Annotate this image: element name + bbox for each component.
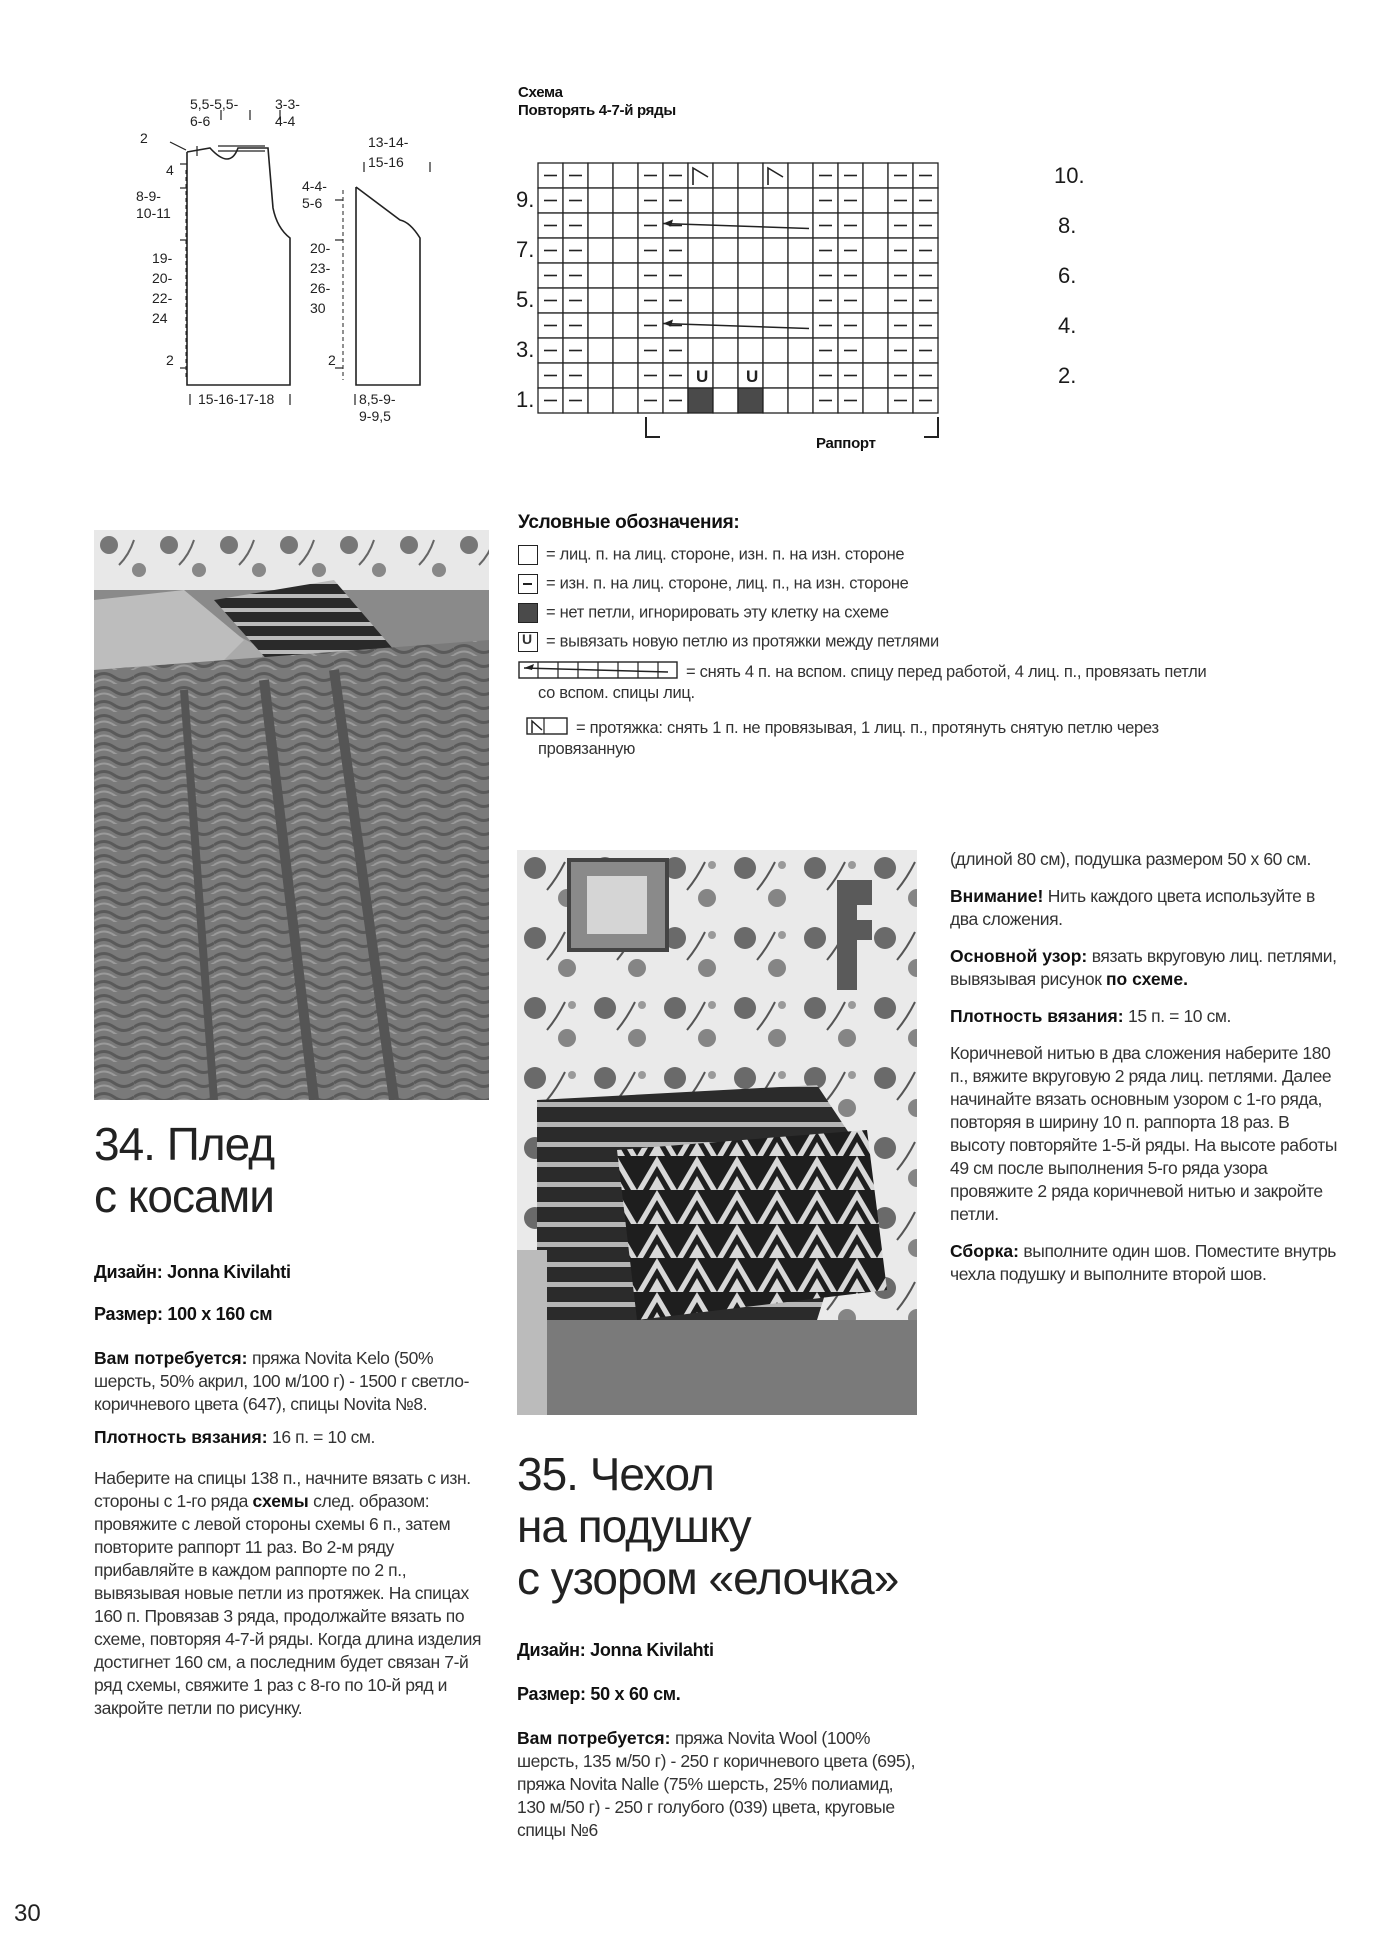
chart-make-one-mark: U: [696, 367, 709, 386]
chart-cell: [788, 238, 813, 263]
chart-cell: [613, 363, 638, 388]
chart-cell: [688, 163, 713, 188]
chart-cell: [588, 238, 613, 263]
repeat-bracket-right: [924, 417, 938, 437]
chart-cell: [713, 263, 738, 288]
legend-title: Условные обозначения:: [518, 512, 740, 533]
article34-size: Размер: 100 х 160 см: [94, 1304, 273, 1324]
legend-item-purl: = изн. п. на лиц. стороне, лиц. п., на изн. стороне: [518, 574, 909, 594]
dim-front-width: 15-16-17-18: [198, 391, 275, 407]
chart-cell: [738, 263, 763, 288]
filled-square-icon: [518, 603, 538, 623]
row-label-5: 5.: [516, 287, 535, 312]
chart-cell: [588, 338, 613, 363]
chart-make-one-mark: U: [746, 367, 759, 386]
row-label-9: 9.: [516, 187, 535, 212]
chart-cell: [863, 238, 888, 263]
chart-cell: [763, 363, 788, 388]
dim-sleeve-top: 13-14- 15-16: [368, 134, 409, 170]
chart-cell: [613, 213, 638, 238]
dim-sleeve-length: 20- 23- 26- 30: [310, 240, 331, 316]
article34-design: Дизайн: Jonna Kivilahti: [94, 1262, 291, 1282]
dim-rib-2: 2: [166, 352, 174, 368]
legend-item-slip: = протяжка: снять 1 п. не провязывая, 1 лиц. п., протянуть снятую петлю через: [526, 716, 1159, 741]
article35-density: Плотность вязания: 15 п. = 10 см.: [950, 1006, 1232, 1026]
row-label-6: 6.: [1058, 263, 1077, 288]
legend-item-no-stitch: = нет петли, игнорировать эту клетку на схеме: [518, 603, 889, 623]
chart-cell: [738, 338, 763, 363]
article35-materials: Вам потребуется: пряжа Novita Wool (100% шерсть, 135 м/50 г) - 250 г коричневого цвета (695), пряжа Novita Nalle (75% шерсть, 25% полиамид, 130 м/50 г) - 250 г голубого (039) цвета, круговые спицы №6: [517, 1728, 916, 1840]
chart-cell: [863, 313, 888, 338]
chart-cell: [588, 388, 613, 413]
chart-cell: [863, 188, 888, 213]
chart-title: Схема Повторять 4-7-й ряды: [518, 84, 676, 119]
article35-continued: [950, 848, 1345, 1296]
chart-cell: [738, 238, 763, 263]
chart-cell: [613, 238, 638, 263]
chart-cell: [613, 263, 638, 288]
row-label-2: 2.: [1058, 363, 1077, 388]
chart-cell: [588, 288, 613, 313]
chart-cell: [713, 163, 738, 188]
dim-2: 2: [140, 130, 148, 146]
dim-shoulder-width: 3-3- 4-4: [275, 96, 300, 129]
legend-item-slip-cont: провязанную: [538, 740, 636, 758]
article35-pattern: Основной узор: вязать вкруговую лиц. петлями, вывязывая рисунок по схеме.: [950, 946, 1337, 989]
chart-cell: [788, 188, 813, 213]
chart-cell: [738, 288, 763, 313]
chart-cell: [788, 363, 813, 388]
chart-cell: [688, 263, 713, 288]
row-label-4: 4.: [1058, 313, 1077, 338]
chart-cell: [763, 338, 788, 363]
row-label-10: 10.: [1054, 163, 1085, 188]
article34-materials: Вам потребуется: пряжа Novita Kelo (50% шерсть, 50% акрил, 100 м/100 г) - 1500 г светло-коричневого цвета (647), спицы Novita №8.: [94, 1348, 470, 1414]
article35-attention: Внимание! Нить каждого цвета используйте в два сложения.: [950, 886, 1315, 929]
chart-cell: [713, 238, 738, 263]
dim-sleeve-width: 8,5-9- 9-9,5: [359, 391, 396, 424]
repeat-label: Раппорт: [816, 435, 876, 452]
dim-armhole: 8-9- 10-11: [136, 188, 171, 221]
chart-cell: [763, 188, 788, 213]
dim-sleeve-cap: 4-4- 5-6: [302, 178, 327, 211]
chart-cell: [863, 288, 888, 313]
dash-square-icon: [518, 574, 538, 594]
chart-cell: [613, 288, 638, 313]
chart-cell: [588, 213, 613, 238]
chart-cell: [788, 263, 813, 288]
chart-cell: [738, 388, 763, 413]
article35-instructions: Коричневой нитью в два сложения наберите 180 п., вяжите вкруговую 2 ряда лиц. петлями. Далее начинайте вязать основным узором с 1-го ряда, повторяя в ширину 10 п. раппорта 18 раз. В высоту повторяйте 1-5-й ряды. На высоте работы 49 см после выполнения 5-го ряда узора провяжите 2 ряда коричневой нитью и закройте петли.: [950, 1043, 1337, 1224]
chart-cell: [588, 263, 613, 288]
repeat-bracket-left: [646, 417, 660, 437]
legend-item-cable: = снять 4 п. на вспом. спицу перед работой, 4 лиц. п., провязать петли: [518, 660, 1206, 685]
legend-item-cable-cont: со вспом. спицы лиц.: [538, 684, 695, 702]
article35-size: Размер: 50 х 60 см.: [517, 1684, 681, 1704]
article34-body: [94, 1347, 494, 1730]
row-label-1: 1.: [516, 387, 535, 412]
chart-cell: [588, 363, 613, 388]
article35-materials-cont: (длиной 80 см), подушка размером 50 х 60 см.: [950, 849, 1311, 869]
schematic-lines: [130, 90, 460, 430]
chart-cell: [713, 388, 738, 413]
chart-cell: [863, 163, 888, 188]
chart-cell: [713, 338, 738, 363]
u-square-icon: U: [518, 632, 538, 652]
chart-cell: [613, 163, 638, 188]
chart-cell: [763, 263, 788, 288]
chart-cell: [588, 163, 613, 188]
chart-cell: [763, 238, 788, 263]
chart-cell: [788, 213, 813, 238]
chart-cell: [613, 338, 638, 363]
garment-schematic: [130, 90, 460, 430]
article35-title: 35. Чехол на подушку с узором «елочка»: [517, 1448, 899, 1604]
chart-cell: [713, 288, 738, 313]
chart-cell: [788, 288, 813, 313]
legend-item-knit: = лиц. п. на лиц. стороне, изн. п. на изн. стороне: [518, 545, 904, 565]
chart-cell: [738, 188, 763, 213]
chart-cell: [588, 313, 613, 338]
row-label-7: 7.: [516, 237, 535, 262]
chart-cell: [788, 163, 813, 188]
chart-cell: [763, 388, 788, 413]
chart-cell: [738, 163, 763, 188]
article35-design: Дизайн: Jonna Kivilahti: [517, 1640, 714, 1660]
chart-cell: [688, 188, 713, 213]
chart-cell: [688, 288, 713, 313]
slip-icon: [526, 716, 568, 741]
cushion-illustration: [517, 850, 917, 1415]
chart-cell: [863, 388, 888, 413]
chart-cell: [713, 188, 738, 213]
cushion-photo: [517, 850, 917, 1415]
chart-cell: [863, 363, 888, 388]
chart-cell: [763, 313, 788, 338]
chart-cell: [763, 163, 788, 188]
blanket-illustration: [94, 530, 489, 1100]
chart-cell: [613, 388, 638, 413]
chart-cell: [763, 213, 788, 238]
legend-item-make-one: U = вывязать новую петлю из протяжки между петлями: [518, 632, 939, 652]
dim-sleeve-rib-2: 2: [328, 352, 336, 368]
article34-instructions: Наберите на спицы 138 п., начните вязать с изн. стороны с 1-го ряда схемы след. образом: провяжите с левой стороны схемы 6 п., затем повторите раппорт 11 раз. Во 2-м ряду прибавляйте в каждом раппорте по 2 п., вывязывая новые петли из протяжек. На спицах 160 п. Провязав 3 ряда, продолжайте вязать по схеме, повторяя 4-7-й ряды. Когда длина изделия достигнет 160 см, а последним будет связан 7-й ряд схемы, свяжите 1 раз с 8-го по 10-й ряд и закройте петли по рисунку.: [94, 1468, 482, 1718]
blank-square-icon: [518, 545, 538, 565]
article34-density: Плотность вязания: 16 п. = 10 см.: [94, 1427, 376, 1447]
chart-cell: [613, 188, 638, 213]
article34-title: 34. Плед с косами: [94, 1118, 275, 1222]
dim-neck-width: 5,5-5,5- 6-6: [190, 96, 239, 129]
chart-cell: [788, 313, 813, 338]
knitting-chart: [510, 155, 1090, 465]
row-label-8: 8.: [1058, 213, 1077, 238]
row-label-3: 3.: [516, 337, 535, 362]
dim-4: 4: [166, 162, 174, 178]
dim-body-length: 19- 20- 22- 24: [152, 250, 173, 326]
chart-cell: [788, 338, 813, 363]
page-number: 30: [14, 1900, 41, 1927]
chart-cell: [863, 338, 888, 363]
chart-cell: [863, 263, 888, 288]
chart-cell: [788, 388, 813, 413]
article35-assembly: Сборка: выполните один шов. Поместите внутрь чехла подушку и выполните второй шов.: [950, 1241, 1337, 1284]
chart-cell: [588, 188, 613, 213]
chart-cell: [713, 363, 738, 388]
chart-cell: [863, 213, 888, 238]
cable-arrow-icon: [518, 660, 678, 685]
chart-cell: [688, 388, 713, 413]
chart-cell: [688, 238, 713, 263]
chart-cell: [763, 288, 788, 313]
blanket-photo: [94, 530, 489, 1100]
chart-grid: [510, 155, 1090, 465]
chart-cell: [688, 338, 713, 363]
chart-cell: [613, 313, 638, 338]
